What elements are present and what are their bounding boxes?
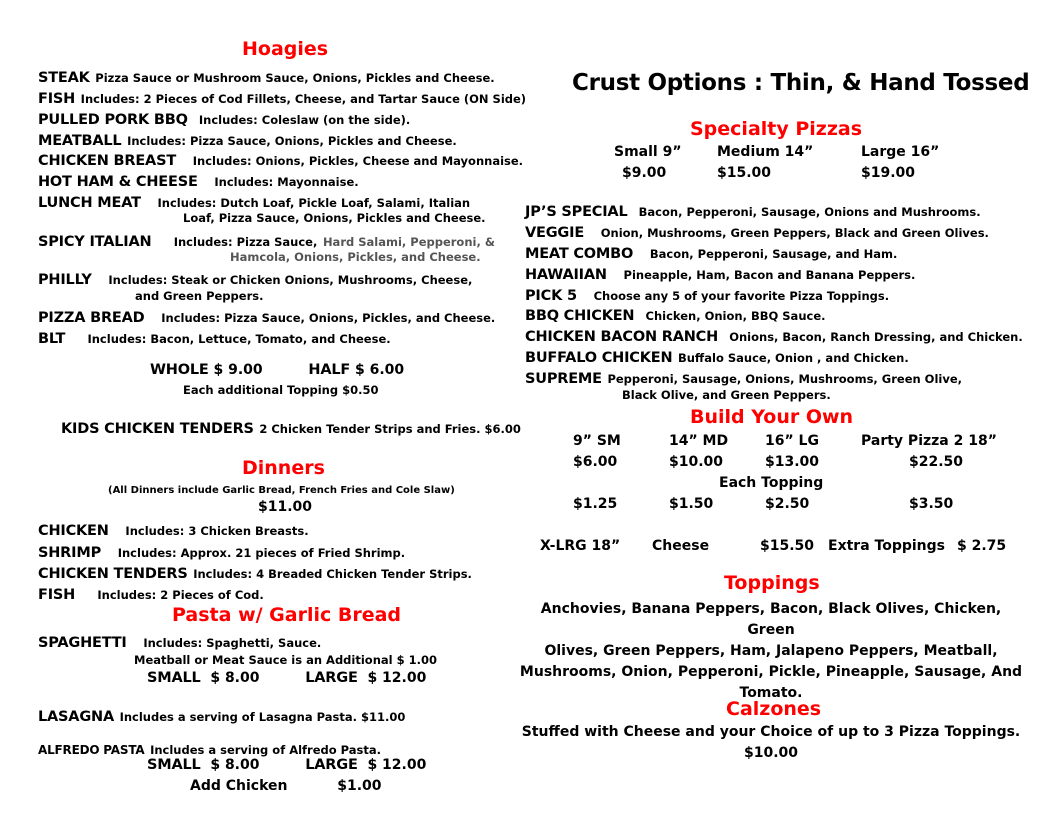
- large-price: $ 12.00: [367, 757, 427, 773]
- item-desc: Pizza Sauce or Mushroom Sauce, Onions, Pickles and Cheese.: [95, 71, 495, 85]
- item-desc-cont: Meatball or Meat Sauce is an Additional $ 1.00: [134, 653, 437, 667]
- build-price-party: $22.50: [909, 454, 964, 470]
- list-item: [525, 368, 962, 387]
- item-desc: Onions, Bacon, Ranch Dressing, and Chicken.: [729, 330, 1023, 344]
- item-name: BLT: [38, 331, 66, 347]
- list-item: [38, 231, 495, 250]
- list-item: [525, 285, 889, 304]
- hoagies-heading: Hoagies: [242, 38, 329, 60]
- item-desc: Buffalo Sauce, Onion , and Chicken.: [677, 351, 909, 365]
- size-medium-label: Medium 14”: [717, 144, 814, 160]
- item-desc-gray: Hard Salami, Pepperoni, &: [322, 235, 495, 249]
- list-item: [525, 222, 989, 241]
- toppings-line: Mushrooms, Onion, Pepperoni, Pickle, Pineapple, Sausage, And: [519, 664, 1023, 680]
- item-name: CHICKEN BREAST: [38, 153, 177, 169]
- size-small-price: $9.00: [622, 165, 667, 181]
- item-desc: Includes: Steak or Chicken Onions, Mushrooms, Cheese,: [108, 273, 473, 287]
- item-desc: Chicken, Onion, BBQ Sauce.: [645, 309, 826, 323]
- each-topping-label: Each Topping: [719, 475, 824, 491]
- list-item: [38, 328, 391, 347]
- item-desc: Pepperoni, Sausage, Onions, Mushrooms, Green Olive,: [607, 372, 963, 386]
- item-name: FISH: [38, 587, 76, 603]
- item-desc: Includes: Coleslaw (on the side).: [198, 113, 411, 127]
- item-name: SHRIMP: [38, 545, 101, 561]
- build-price-md: $10.00: [669, 454, 724, 470]
- large-price: $ 12.00: [367, 670, 427, 686]
- calzones-desc: Stuffed with Cheese and your Choice of up to 3 Pizza Toppings.: [521, 724, 1021, 740]
- list-item: [38, 307, 495, 326]
- item-name: VEGGIE: [525, 225, 585, 241]
- item-desc: Includes: 2 Pieces of Cod.: [97, 588, 264, 602]
- item-desc: Includes: Dutch Loaf, Pickle Loaf, Salami, Italian: [157, 196, 471, 210]
- topping-price-sm: $1.25: [573, 496, 618, 512]
- pasta-heading: Pasta w/ Garlic Bread: [172, 604, 402, 626]
- list-item: [38, 563, 472, 582]
- list-item: [525, 326, 1023, 345]
- half-price: $ 6.00: [354, 362, 405, 378]
- topping-price-md: $1.50: [669, 496, 714, 512]
- item-name: CHICKEN TENDERS: [38, 566, 188, 582]
- specialty-heading: Specialty Pizzas: [690, 118, 863, 140]
- item-name: HAWAIIAN: [525, 267, 607, 283]
- list-item: [38, 171, 359, 190]
- item-name: BUFFALO CHICKEN: [525, 350, 673, 366]
- item-desc-cont: and Green Peppers.: [135, 289, 264, 303]
- build-price-lg: $13.00: [765, 454, 820, 470]
- large-label: LARGE: [305, 670, 358, 686]
- kids-item: [61, 418, 521, 437]
- toppings-line: Anchovies, Banana Peppers, Bacon, Black Olives, Chicken, Green: [540, 601, 1002, 638]
- small-label: SMALL: [147, 757, 201, 773]
- item-desc: Includes: Bacon, Lettuce, Tomato, and Cheese.: [87, 332, 391, 346]
- list-item: [38, 269, 472, 288]
- item-name: CHICKEN: [38, 523, 109, 539]
- list-item: [525, 264, 915, 283]
- build-size-md: 14” MD: [669, 433, 729, 449]
- item-desc: Includes: 4 Breaded Chicken Tender Strips.: [193, 567, 472, 581]
- item-name: MEATBALL: [38, 133, 122, 149]
- item-desc: Includes: Pizza Sauce,: [173, 235, 318, 249]
- small-price: $ 8.00: [210, 670, 260, 686]
- item-name: PIZZA BREAD: [38, 310, 145, 326]
- half-label: HALF: [308, 362, 351, 378]
- dinners-price: $11.00: [258, 499, 313, 515]
- topping-price-party: $3.50: [909, 496, 954, 512]
- item-name: PULLED PORK BBQ: [38, 112, 188, 128]
- item-desc-cont: Loaf, Pizza Sauce, Onions, Pickles and Cheese.: [183, 211, 486, 225]
- size-medium-price: $15.00: [717, 165, 772, 181]
- item-desc-cont: Black Olive, and Green Peppers.: [622, 388, 831, 402]
- cheese-price: $15.50: [760, 538, 815, 554]
- size-large-price: $19.00: [861, 165, 916, 181]
- list-item: [38, 542, 405, 561]
- add-chicken-label: Add Chicken: [190, 778, 288, 794]
- item-name: LUNCH MEAT: [38, 195, 141, 211]
- small-label: SMALL: [147, 670, 201, 686]
- item-desc: Pineapple, Ham, Bacon and Banana Peppers.: [623, 268, 916, 282]
- spaghetti-price-row: [147, 670, 426, 686]
- item-desc: Bacon, Pepperoni, Sausage, and Ham.: [649, 247, 898, 261]
- item-desc: Onion, Mushrooms, Green Peppers, Black and Green Olives.: [600, 226, 989, 240]
- topping-price-lg: $2.50: [765, 496, 810, 512]
- item-desc-cont: Hamcola, Onions, Pickles, and Cheese.: [230, 250, 481, 264]
- list-item: [38, 150, 523, 169]
- item-desc: Includes: 3 Chicken Breasts.: [125, 524, 309, 538]
- toppings-list: [518, 599, 1024, 704]
- small-price: $ 8.00: [210, 757, 260, 773]
- topping-note: Each additional Topping $0.50: [183, 383, 379, 397]
- item-desc: Includes: Spaghetti, Sauce.: [143, 636, 322, 650]
- crust-options-title: Crust Options : Thin, & Hand Tossed: [572, 70, 1030, 96]
- whole-price: $ 9.00: [213, 362, 263, 378]
- alfredo-price-row: [147, 757, 426, 773]
- item-name: BBQ CHICKEN: [525, 308, 635, 324]
- item-name: CHICKEN BACON RANCH: [525, 329, 719, 345]
- item-name: JP’S SPECIAL: [525, 204, 628, 220]
- item-name: HOT HAM & CHEESE: [38, 174, 198, 190]
- list-item: [525, 201, 981, 220]
- extra-toppings-label: Extra Toppings: [828, 538, 945, 554]
- dinners-heading: Dinners: [242, 457, 325, 479]
- cheese-label: Cheese: [652, 538, 710, 554]
- item-name: STEAK: [38, 70, 90, 86]
- list-item: [38, 192, 470, 211]
- item-name: LASAGNA: [38, 709, 114, 725]
- item-desc: Choose any 5 of your favorite Pizza Toppings.: [593, 289, 890, 303]
- list-item: [38, 67, 495, 86]
- item-desc: Includes: Onions, Pickles, Cheese and Mayonnaise.: [192, 154, 524, 168]
- item-desc: Bacon, Pepperoni, Sausage, Onions and Mushrooms.: [638, 205, 981, 219]
- item-desc: Includes: Mayonnaise.: [214, 175, 359, 189]
- item-name: SPICY ITALIAN: [38, 234, 152, 250]
- list-item: [38, 584, 264, 603]
- item-name: PHILLY: [38, 272, 92, 288]
- list-item: [38, 739, 381, 758]
- list-item: [38, 520, 309, 539]
- list-item: [38, 632, 321, 651]
- item-desc: 2 Chicken Tender Strips and Fries. $6.00: [259, 422, 521, 436]
- list-item: [38, 706, 405, 725]
- size-large-label: Large 16”: [861, 144, 940, 160]
- item-name: PICK 5: [525, 288, 577, 304]
- item-desc: Includes: Pizza Sauce, Onions, Pickles, and Cheese.: [161, 311, 496, 325]
- size-small-label: Small 9”: [614, 144, 682, 160]
- list-item: [38, 88, 526, 107]
- item-name: SUPREME: [525, 371, 602, 387]
- dinners-note: (All Dinners include Garlic Bread, French Fries and Cole Slaw): [108, 485, 455, 496]
- build-size-sm: 9” SM: [573, 433, 621, 449]
- calzones-price: $10.00: [743, 745, 799, 761]
- list-item: [38, 109, 410, 128]
- item-name: SPAGHETTI: [38, 635, 127, 651]
- item-name: KIDS CHICKEN TENDERS: [61, 421, 254, 437]
- build-heading: Build Your Own: [690, 406, 854, 428]
- item-desc: Includes: Approx. 21 pieces of Fried Shrimp.: [117, 546, 406, 560]
- hoagie-whole-price-row: [150, 362, 404, 378]
- item-desc: Includes: Pizza Sauce, Onions, Pickles and Cheese.: [127, 134, 457, 148]
- large-label: LARGE: [305, 757, 358, 773]
- list-item: [525, 347, 909, 366]
- list-item: [38, 130, 457, 149]
- item-name: MEAT COMBO: [525, 246, 634, 262]
- item-desc: Includes a serving of Lasagna Pasta. $11.00: [119, 710, 406, 724]
- build-size-party: Party Pizza 2 18”: [861, 433, 997, 449]
- toppings-heading: Toppings: [724, 572, 820, 594]
- list-item: [525, 305, 826, 324]
- toppings-line: Olives, Green Peppers, Ham, Jalapeno Peppers, Meatball,: [544, 643, 998, 659]
- extra-toppings-price: $ 2.75: [957, 538, 1007, 554]
- build-size-lg: 16” LG: [765, 433, 819, 449]
- list-item: [525, 243, 897, 262]
- toppings-line: Tomato.: [739, 685, 803, 701]
- item-desc: Includes: 2 Pieces of Cod Fillets, Cheese, and Tartar Sauce (ON Side): [80, 92, 527, 106]
- build-price-sm: $6.00: [573, 454, 618, 470]
- whole-label: WHOLE: [150, 362, 209, 378]
- add-chicken-price: $1.00: [337, 778, 382, 794]
- item-name: FISH: [38, 91, 76, 107]
- item-name: ALFREDO PASTA: [38, 743, 145, 757]
- xlrg-label: X-LRG 18”: [540, 538, 621, 554]
- calzones-heading: Calzones: [726, 698, 822, 720]
- item-desc: Includes a serving of Alfredo Pasta.: [150, 743, 382, 757]
- add-chicken-row: [190, 778, 382, 794]
